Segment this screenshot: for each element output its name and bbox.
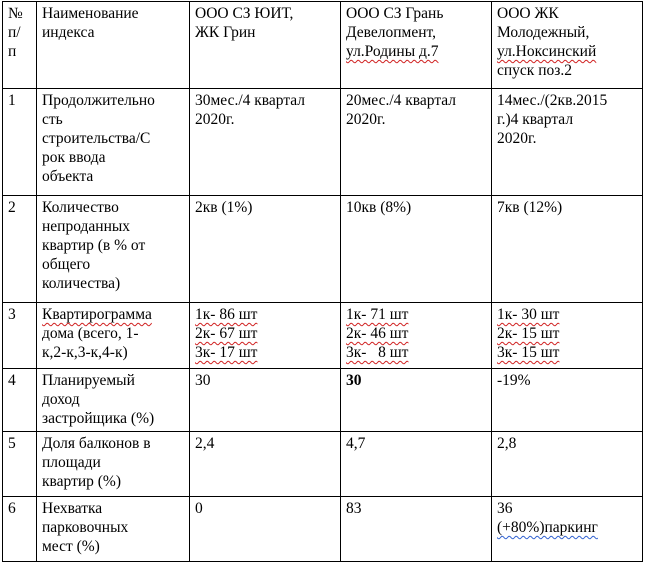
row-name-line: Планируемый bbox=[42, 372, 135, 389]
row-name-line: непроданных bbox=[42, 218, 131, 235]
header-company-line: ООО СЗ Грань bbox=[346, 5, 444, 22]
table-row bbox=[3, 497, 643, 562]
row-name-line: площади bbox=[42, 454, 101, 471]
row-name-cell bbox=[37, 432, 190, 497]
row-name-line: мест (%) bbox=[42, 538, 100, 555]
value-line: 2,4 bbox=[195, 435, 215, 452]
value-line: 36 bbox=[497, 500, 513, 517]
value-cell-company-2 bbox=[341, 89, 492, 196]
row-number: 2 bbox=[3, 196, 37, 303]
value-cell-company-3 bbox=[492, 303, 643, 369]
value-line: 83 bbox=[346, 500, 362, 517]
header-company-2 bbox=[341, 2, 492, 89]
value-line: 2к- 46 шт bbox=[346, 325, 409, 342]
value-cell-company-1 bbox=[190, 303, 341, 369]
value-line: 30 bbox=[346, 372, 362, 389]
header-company-line: ул.Родины д.7 bbox=[346, 43, 439, 60]
header-company-line: Девелопмент, bbox=[346, 24, 436, 41]
row-name-cell bbox=[37, 369, 190, 432]
row-name-cell bbox=[37, 497, 190, 562]
row-name-line: количества) bbox=[42, 275, 121, 292]
row-name-cell bbox=[37, 196, 190, 303]
header-company-line: ЖК Грин bbox=[195, 24, 256, 41]
value-line: 20мес./4 квартал bbox=[346, 92, 457, 109]
value-line: 3к- 15 шт bbox=[497, 344, 560, 361]
value-cell-company-3 bbox=[492, 369, 643, 432]
row-number: 3 bbox=[3, 303, 37, 369]
header-company-line: спуск поз.2 bbox=[497, 62, 573, 79]
value-cell-company-2 bbox=[341, 303, 492, 369]
value-cell-company-2 bbox=[341, 369, 492, 432]
value-cell-company-1 bbox=[190, 432, 341, 497]
header-company-line: Молодежный, bbox=[497, 24, 590, 41]
header-num-cell bbox=[3, 2, 37, 89]
row-name-line: Квартирограмма bbox=[42, 306, 152, 323]
value-cell-company-3 bbox=[492, 89, 643, 196]
row-name-line: квартир (в % от bbox=[42, 237, 146, 254]
row-name-line: дома (всего, 1- bbox=[42, 325, 139, 342]
header-company-line: ул.Ноксинский bbox=[497, 43, 597, 60]
header-company-3 bbox=[492, 2, 643, 89]
value-cell-company-1 bbox=[190, 196, 341, 303]
value-cell-company-3 bbox=[492, 196, 643, 303]
value-cell-company-1 bbox=[190, 369, 341, 432]
header-name-cell bbox=[37, 2, 190, 89]
row-name-line: Продолжительно bbox=[42, 92, 155, 109]
table-row bbox=[3, 369, 643, 432]
row-name-line: объекта bbox=[42, 168, 94, 185]
value-line: (+80%)паркинг bbox=[497, 519, 598, 536]
value-line: 7кв (12%) bbox=[497, 199, 563, 216]
value-line: 1к- 30 шт bbox=[497, 306, 560, 323]
value-cell-company-2 bbox=[341, 196, 492, 303]
row-number: 6 bbox=[3, 497, 37, 562]
value-line: 14мес./(2кв.2015 bbox=[497, 92, 608, 109]
row-name-line: Количество bbox=[42, 199, 119, 216]
header-num-line: п/ bbox=[8, 24, 21, 41]
value-line: 1к- 71 шт bbox=[346, 306, 409, 323]
value-line: 2020г. bbox=[497, 130, 537, 147]
table-row bbox=[3, 196, 643, 303]
header-company-line: ООО СЗ ЮИТ, bbox=[195, 5, 294, 22]
table-row bbox=[3, 303, 643, 369]
header-row bbox=[3, 2, 643, 89]
row-name-line: общего bbox=[42, 256, 91, 273]
row-number: 5 bbox=[3, 432, 37, 497]
value-line: 2к- 15 шт bbox=[497, 325, 560, 342]
row-name-line: Доля балконов в bbox=[42, 435, 151, 452]
value-line: 10кв (8%) bbox=[346, 199, 412, 216]
value-line: -19% bbox=[497, 372, 531, 389]
value-line: 2020г. bbox=[195, 111, 235, 128]
value-line: 3к- 17 шт bbox=[195, 344, 258, 361]
table-row bbox=[3, 432, 643, 497]
header-company-1 bbox=[190, 2, 341, 89]
header-num-line: п bbox=[8, 43, 17, 60]
header-company-line: ООО ЖК bbox=[497, 5, 559, 22]
row-name-line: парковочных bbox=[42, 519, 129, 536]
value-line: 30 bbox=[195, 372, 211, 389]
value-cell-company-2 bbox=[341, 497, 492, 562]
value-line: 2,8 bbox=[497, 435, 517, 452]
value-line: 3к- 8 шт bbox=[346, 344, 409, 361]
value-cell-company-1 bbox=[190, 89, 341, 196]
row-name-cell bbox=[37, 303, 190, 369]
value-line: 30мес./4 квартал bbox=[195, 92, 306, 109]
row-name-cell bbox=[37, 89, 190, 196]
row-name-line: Нехватка bbox=[42, 500, 103, 517]
value-line: 2кв (1%) bbox=[195, 199, 253, 216]
comparison-table bbox=[2, 1, 643, 562]
row-name-line: строительства/С bbox=[42, 130, 151, 147]
value-line: 0 bbox=[195, 500, 203, 517]
value-line: 1к- 86 шт bbox=[195, 306, 258, 323]
value-line: 4,7 bbox=[346, 435, 366, 452]
value-cell-company-3 bbox=[492, 497, 643, 562]
row-name-line: сть bbox=[42, 111, 63, 128]
value-cell-company-1 bbox=[190, 497, 341, 562]
value-cell-company-2 bbox=[341, 432, 492, 497]
header-name-line: Наименование bbox=[42, 5, 139, 22]
row-name-line: к,2-к,3-к,4-к) bbox=[42, 344, 128, 361]
header-name-line: индекса bbox=[42, 24, 95, 41]
value-cell-company-3 bbox=[492, 432, 643, 497]
row-name-line: квартир (%) bbox=[42, 473, 121, 490]
value-line: г.)4 квартал bbox=[497, 111, 574, 128]
row-name-line: рок ввода bbox=[42, 149, 106, 166]
value-line: 2020г. bbox=[346, 111, 386, 128]
row-number: 1 bbox=[3, 89, 37, 196]
header-num-line: № bbox=[8, 5, 23, 22]
row-number: 4 bbox=[3, 369, 37, 432]
table-row bbox=[3, 89, 643, 196]
row-name-line: доход bbox=[42, 391, 80, 408]
value-line: 2к- 67 шт bbox=[195, 325, 258, 342]
row-name-line: застройщика (%) bbox=[42, 410, 155, 427]
